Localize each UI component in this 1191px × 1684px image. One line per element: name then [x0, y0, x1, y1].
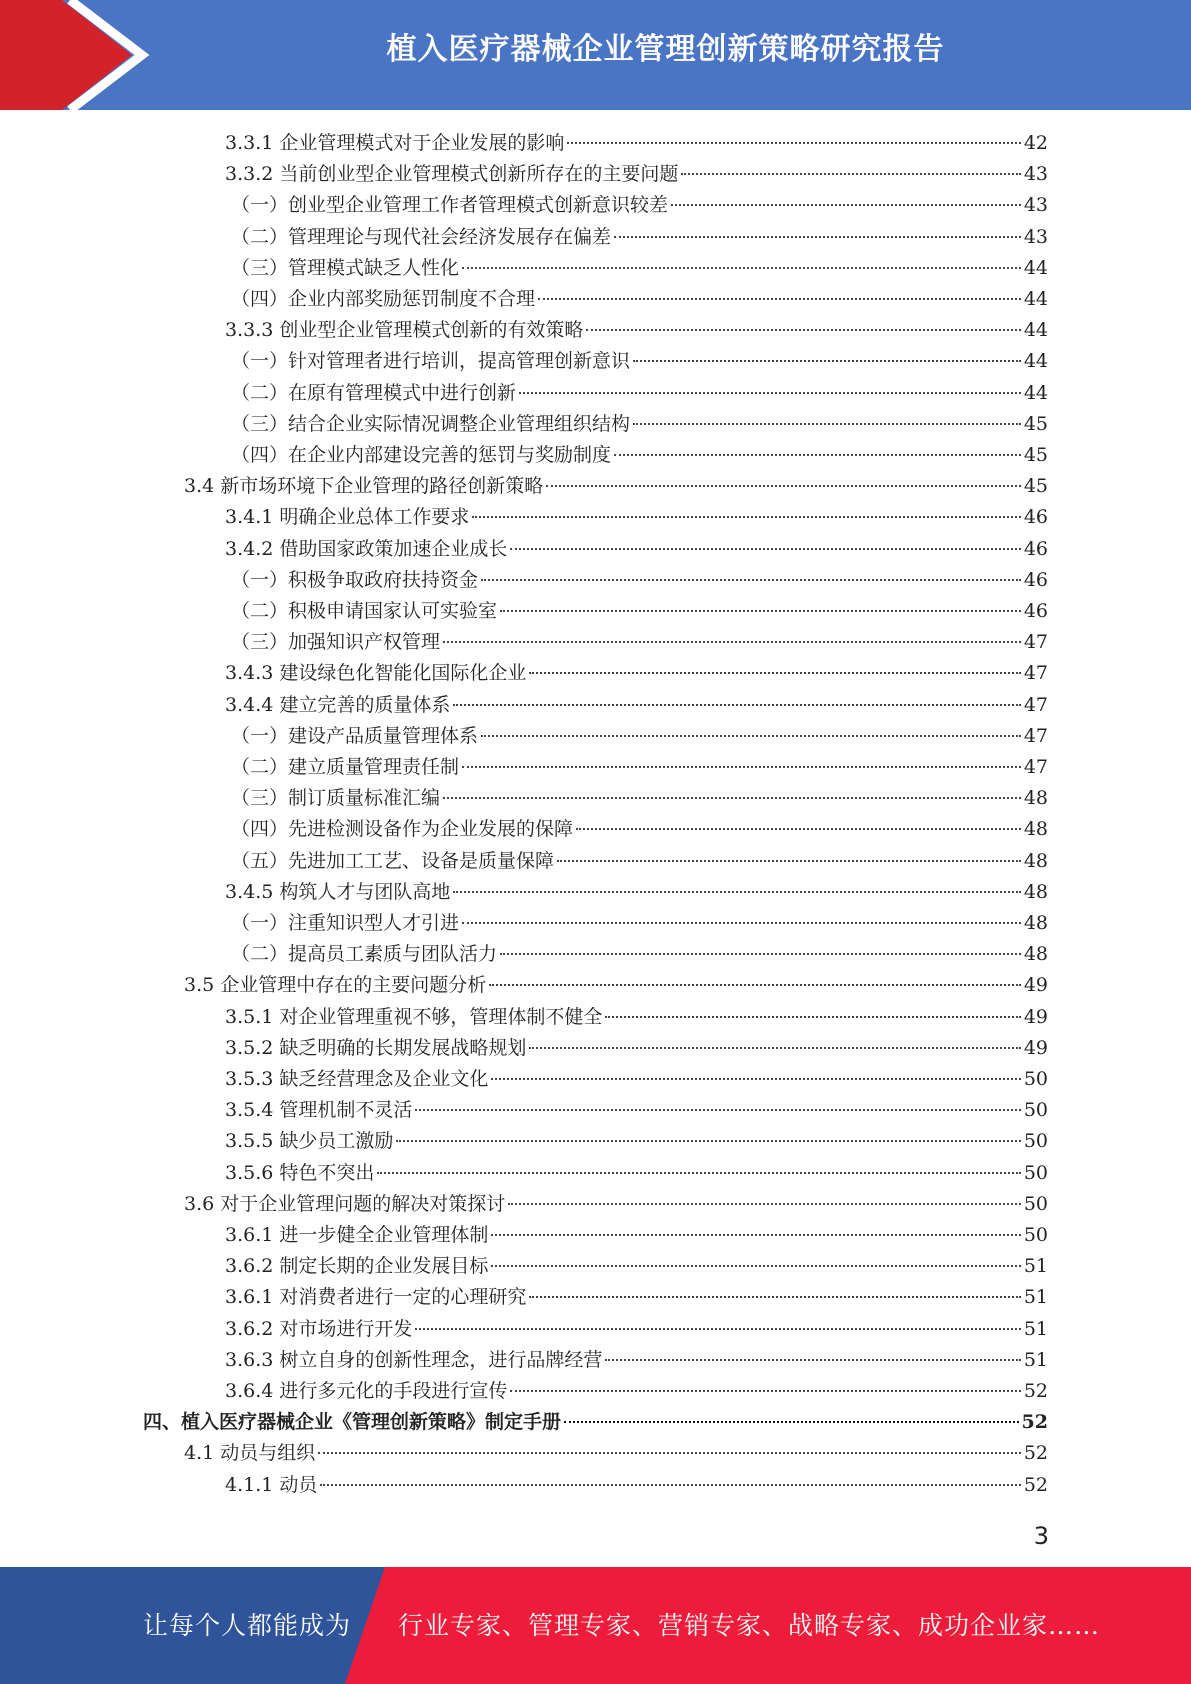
- toc-leader-dots: [453, 703, 1020, 706]
- toc-entry-page: 50: [1023, 1099, 1048, 1121]
- toc-entry-page: 44: [1023, 319, 1048, 341]
- toc-entry-page: 48: [1023, 787, 1048, 809]
- toc-entry-label: （五）先进加工工艺、设备是质量保障: [231, 850, 555, 872]
- toc-entry-label: 3.4.2 借助国家政策加速企业成长: [225, 538, 508, 560]
- toc-entry[interactable]: [225, 1095, 1048, 1126]
- toc-entry[interactable]: [225, 877, 1048, 908]
- toc-entry-label: （三）结合企业实际情况调整企业管理组织结构: [231, 413, 631, 435]
- toc-entry[interactable]: [231, 378, 1048, 409]
- toc-leader-dots: [481, 734, 1021, 737]
- toc-entry[interactable]: [184, 1438, 1048, 1469]
- toc-leader-dots: [510, 547, 1020, 550]
- toc-entry-page: 46: [1023, 569, 1048, 591]
- toc-entry-page: 48: [1023, 912, 1048, 934]
- toc-leader-dots: [500, 952, 1021, 955]
- toc-entry-label: 3.4.1 明确企业总体工作要求: [225, 506, 470, 528]
- toc-entry-label: 3.5.2 缺乏明确的长期发展战略规划: [225, 1037, 527, 1059]
- toc-entry-page: 51: [1023, 1286, 1048, 1308]
- toc-entry[interactable]: [225, 1470, 1048, 1501]
- toc-entry[interactable]: [184, 1189, 1048, 1220]
- toc-entry-label: 3.3.3 创业型企业管理模式创新的有效策略: [225, 319, 584, 341]
- toc-entry[interactable]: [225, 1126, 1048, 1157]
- toc-entry-page: 50: [1023, 1193, 1048, 1215]
- toc-leader-dots: [538, 297, 1021, 300]
- toc-entry-page: 52: [1023, 1380, 1048, 1402]
- toc-entry-label: 3.3.1 企业管理模式对于企业发展的影响: [225, 132, 565, 154]
- toc-entry[interactable]: [231, 253, 1048, 284]
- toc-entry-label: （三）制订质量标准汇编: [231, 787, 441, 809]
- toc-leader-dots: [415, 1108, 1020, 1111]
- toc-entry-page: 50: [1023, 1130, 1048, 1152]
- toc-entry[interactable]: [225, 690, 1048, 721]
- toc-entry[interactable]: [231, 783, 1048, 814]
- toc-entry-page: 48: [1023, 943, 1048, 965]
- toc-leader-dots: [633, 359, 1021, 362]
- toc-entry-label: （一）创业型企业管理工作者管理模式创新意识较差: [231, 194, 669, 216]
- toc-entry-label: （四）在企业内部建设完善的惩罚与奖励制度: [231, 444, 612, 466]
- toc-entry-label: 3.5.1 对企业管理重视不够，管理体制不健全: [225, 1006, 603, 1028]
- toc-entry-label: （二）管理理论与现代社会经济发展存在偏差: [231, 226, 612, 248]
- toc-entry[interactable]: [231, 939, 1048, 970]
- toc-leader-dots: [500, 609, 1021, 612]
- toc-entry-label: （四）企业内部奖励惩罚制度不合理: [231, 288, 536, 310]
- toc-leader-dots: [453, 890, 1020, 893]
- toc-entry-page: 43: [1023, 194, 1048, 216]
- toc-entry-label: 四、植入医疗器械企业《管理创新策略》制定手册: [143, 1411, 562, 1433]
- toc-entry-label: 3.4.4 建立完善的质量体系: [225, 694, 451, 716]
- toc-entry-label: 3.6 对于企业管理问题的解决对策探讨: [184, 1193, 506, 1215]
- toc-entry[interactable]: [184, 970, 1048, 1001]
- toc-entry[interactable]: [225, 159, 1048, 190]
- toc-entry-label: （四）先进检测设备作为企业发展的保障: [231, 818, 574, 840]
- toc-leader-dots: [529, 1295, 1020, 1298]
- toc-entry-page: 44: [1023, 350, 1048, 372]
- toc-entry-label: 4.1 动员与组织: [184, 1442, 316, 1464]
- toc-entry-page: 49: [1023, 1037, 1048, 1059]
- toc-entry[interactable]: [231, 440, 1048, 471]
- page-number: 3: [1033, 1522, 1049, 1550]
- toc-leader-dots: [396, 1139, 1020, 1142]
- toc-entry-page: 49: [1023, 1006, 1048, 1028]
- toc-entry-label: 4.1.1 动员: [225, 1474, 318, 1496]
- toc-entry-page: 51: [1023, 1255, 1048, 1277]
- toc-entry-page: 45: [1023, 475, 1048, 497]
- toc-entry[interactable]: [231, 846, 1048, 877]
- toc-leader-dots: [564, 1420, 1019, 1423]
- toc-entry[interactable]: [231, 284, 1048, 315]
- toc-leader-dots: [605, 1015, 1020, 1018]
- toc-leader-dots: [472, 515, 1020, 518]
- toc-entry[interactable]: [231, 409, 1048, 440]
- toc-entry-page: 43: [1023, 163, 1048, 185]
- toc-entry-page: 44: [1023, 288, 1048, 310]
- toc-entry[interactable]: [225, 1376, 1048, 1407]
- toc-entry-label: 3.6.3 树立自身的创新性理念，进行品牌经营: [225, 1349, 603, 1371]
- toc-leader-dots: [491, 1264, 1020, 1267]
- toc-entry-page: 52: [1021, 1411, 1048, 1433]
- toc-entry-page: 52: [1023, 1442, 1048, 1464]
- toc-entry[interactable]: [184, 471, 1048, 502]
- toc-entry-page: 51: [1023, 1318, 1048, 1340]
- toc-entry[interactable]: [143, 1407, 1048, 1438]
- toc-leader-dots: [586, 328, 1020, 331]
- toc-entry[interactable]: [225, 1002, 1048, 1033]
- toc-entry[interactable]: [225, 1314, 1048, 1345]
- toc-leader-dots: [320, 1483, 1020, 1486]
- toc-entry[interactable]: [225, 1345, 1048, 1376]
- toc-entry-page: 49: [1023, 974, 1048, 996]
- toc-leader-dots: [443, 640, 1021, 643]
- toc-entry-page: 45: [1023, 444, 1048, 466]
- toc-entry-page: 48: [1023, 818, 1048, 840]
- toc-leader-dots: [508, 1202, 1021, 1205]
- toc-entry-label: 3.5.5 缺少员工激励: [225, 1130, 394, 1152]
- toc-entry[interactable]: [225, 1158, 1048, 1189]
- toc-leader-dots: [546, 484, 1021, 487]
- toc-entry[interactable]: [225, 658, 1048, 689]
- toc-entry-page: 46: [1023, 538, 1048, 560]
- toc-entry-label: 3.4.3 建设绿色化智能化国际化企业: [225, 662, 527, 684]
- footer-slogan-left: 让每个人都能成为: [143, 1611, 352, 1640]
- toc-leader-dots: [614, 235, 1021, 238]
- toc-entry-label: 3.5.4 管理机制不灵活: [225, 1099, 413, 1121]
- toc-entry-page: 48: [1023, 881, 1048, 903]
- toc-entry[interactable]: [231, 908, 1048, 939]
- toc-leader-dots: [415, 1327, 1020, 1330]
- toc-entry-label: 3.6.4 进行多元化的手段进行宣传: [225, 1380, 508, 1402]
- toc-entry[interactable]: [225, 128, 1048, 159]
- toc-entry-page: 47: [1023, 662, 1048, 684]
- toc-entry[interactable]: [231, 190, 1048, 221]
- toc-leader-dots: [557, 859, 1021, 862]
- toc-leader-dots: [489, 983, 1021, 986]
- toc-entry-label: （二）建立质量管理责任制: [231, 756, 460, 778]
- toc-entry[interactable]: [231, 222, 1048, 253]
- toc-entry-page: 47: [1023, 694, 1048, 716]
- toc-entry-page: 47: [1023, 725, 1048, 747]
- toc-entry-page: 50: [1023, 1162, 1048, 1184]
- toc-entry[interactable]: [225, 1282, 1048, 1313]
- toc-entry-page: 45: [1023, 413, 1048, 435]
- toc-leader-dots: [519, 391, 1021, 394]
- toc-entry-page: 46: [1023, 600, 1048, 622]
- toc-entry-page: 52: [1023, 1474, 1048, 1496]
- toc-entry-page: 47: [1023, 756, 1048, 778]
- toc-entry[interactable]: [231, 721, 1048, 752]
- toc-leader-dots: [443, 796, 1021, 799]
- toc-leader-dots: [614, 453, 1021, 456]
- toc-leader-dots: [529, 1046, 1020, 1049]
- footer-slogan-right: 行业专家、管理专家、营销专家、战略专家、成功企业家……: [398, 1611, 1101, 1640]
- toc-leader-dots: [633, 422, 1021, 425]
- toc-leader-dots: [377, 1171, 1020, 1174]
- toc-entry[interactable]: [231, 346, 1048, 377]
- toc-entry[interactable]: [225, 502, 1048, 533]
- toc-leader-dots: [462, 266, 1021, 269]
- footer-band: [0, 1567, 1191, 1684]
- toc-leader-dots: [510, 1389, 1020, 1392]
- toc-entry-page: 42: [1023, 132, 1048, 154]
- toc-entry-page: 44: [1023, 382, 1048, 404]
- toc-entry-label: 3.5.6 特色不突出: [225, 1162, 375, 1184]
- toc-leader-dots: [462, 921, 1021, 924]
- toc-entry[interactable]: [225, 1220, 1048, 1251]
- toc-leader-dots: [462, 765, 1021, 768]
- toc-entry-label: （一）建设产品质量管理体系: [231, 725, 479, 747]
- toc-entry-label: 3.6.2 制定长期的企业发展目标: [225, 1255, 489, 1277]
- toc-entry-label: 3.3.2 当前创业型企业管理模式创新所存在的主要问题: [225, 163, 679, 185]
- toc-entry[interactable]: [231, 565, 1048, 596]
- toc-entry-label: （一）针对管理者进行培训，提高管理创新意识: [231, 350, 631, 372]
- toc-entry-label: 3.6.1 进一步健全企业管理体制: [225, 1224, 489, 1246]
- toc-leader-dots: [318, 1451, 1021, 1454]
- toc-entry-label: （一）积极争取政府扶持资金: [231, 569, 479, 591]
- toc-entry[interactable]: [225, 1033, 1048, 1064]
- toc-entry[interactable]: [225, 1064, 1048, 1095]
- header-band: [0, 0, 1191, 110]
- toc-entry-label: 3.5 企业管理中存在的主要问题分析: [184, 974, 487, 996]
- toc-entry-page: 50: [1023, 1068, 1048, 1090]
- toc-entry-page: 51: [1023, 1349, 1048, 1371]
- toc-entry-page: 44: [1023, 257, 1048, 279]
- toc-entry-page: 46: [1023, 506, 1048, 528]
- toc-entry-page: 47: [1023, 631, 1048, 653]
- toc-entry[interactable]: [231, 596, 1048, 627]
- toc-entry-label: （二）在原有管理模式中进行创新: [231, 382, 517, 404]
- toc-entry-label: 3.4.5 构筑人才与团队高地: [225, 881, 451, 903]
- toc-entry-label: 3.5.3 缺乏经营理念及企业文化: [225, 1068, 489, 1090]
- toc-leader-dots: [605, 1358, 1020, 1361]
- toc-leader-dots: [681, 172, 1020, 175]
- toc-entry-label: 3.6.1 对消费者进行一定的心理研究: [225, 1286, 527, 1308]
- toc-leader-dots: [491, 1077, 1020, 1080]
- toc-entry[interactable]: [225, 534, 1048, 565]
- toc-entry-label: （二）提高员工素质与团队活力: [231, 943, 498, 965]
- toc-leader-dots: [481, 578, 1021, 581]
- toc-leader-dots: [671, 203, 1021, 206]
- toc-entry-page: 50: [1023, 1224, 1048, 1246]
- toc-entry-label: （三）加强知识产权管理: [231, 631, 441, 653]
- red-chevron-icon: [0, 0, 160, 110]
- toc-leader-dots: [529, 671, 1020, 674]
- toc-leader-dots: [576, 827, 1021, 830]
- toc-entry-label: 3.6.2 对市场进行开发: [225, 1318, 413, 1340]
- toc-leader-dots: [567, 141, 1020, 144]
- toc-entry-label: （一）注重知识型人才引进: [231, 912, 460, 934]
- toc-leader-dots: [491, 1233, 1020, 1236]
- toc-entry[interactable]: [231, 752, 1048, 783]
- toc-entry[interactable]: [225, 315, 1048, 346]
- toc-entry-label: （三）管理模式缺乏人性化: [231, 257, 460, 279]
- toc-entry-label: （二）积极申请国家认可实验室: [231, 600, 498, 622]
- toc-entry[interactable]: [231, 814, 1048, 845]
- toc-entry[interactable]: [231, 627, 1048, 658]
- toc-entry-label: 3.4 新市场环境下企业管理的路径创新策略: [184, 475, 544, 497]
- toc-entry[interactable]: [225, 1251, 1048, 1282]
- toc-entry-page: 48: [1023, 850, 1048, 872]
- report-title: 植入医疗器械企业管理创新策略研究报告: [386, 32, 945, 67]
- toc-entry-page: 43: [1023, 226, 1048, 248]
